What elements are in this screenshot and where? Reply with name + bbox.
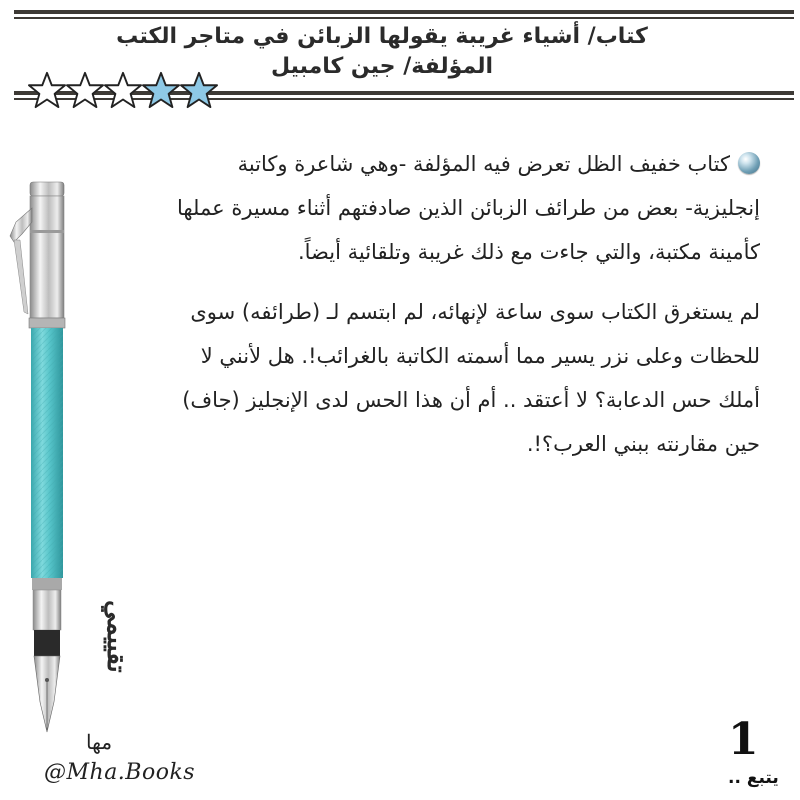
rating-signature-label bbox=[86, 600, 131, 750]
book-author: المؤلفة/ جين كامبيل bbox=[270, 54, 494, 79]
fountain-pen-illustration bbox=[0, 182, 90, 742]
book-title: كتاب/ أشياء غريبة يقولها الزبائن في متاجر الكتب bbox=[116, 24, 648, 49]
review-paragraph-1 bbox=[170, 142, 760, 274]
header-rule-top bbox=[14, 10, 794, 14]
author-name: مها bbox=[86, 730, 113, 754]
star-rating bbox=[28, 70, 218, 110]
star-icon-empty bbox=[104, 71, 142, 109]
star-icon-empty bbox=[66, 71, 104, 109]
review-body bbox=[170, 142, 760, 466]
bullet-icon bbox=[738, 152, 760, 174]
continue-label: يتبع .. bbox=[728, 768, 779, 788]
star-icon-empty bbox=[28, 71, 66, 109]
review-paragraph-2: لم يستغرق الكتاب سوى ساعة لإنهائه، لم ابتسم لـ (طرائفه) سوى للحظات وعلى نزر يسير مما أسمته الكاتبة بالغرائب!. هل لأنني لا أملك حس الدعابة؟ لا أعتقد .. أم أن هذا الحس لدى الإنجليز (جاف) حين مقارنته ببني العرب؟!. bbox=[182, 300, 760, 456]
review-paragraph-1-text: كتاب خفيف الظل تعرض فيه المؤلفة -وهي شاعرة وكاتبة إنجليزية- بعض من طرائف الزبائن الذين صادفتهم أثناء مسيرة عملها كأمينة مكتبة، والتي جاءت مع ذلك غريبة وتلقائية أيضاً. bbox=[176, 152, 760, 264]
star-icon-filled bbox=[142, 71, 180, 109]
header-rule-top-thin bbox=[14, 17, 794, 19]
star-icon-filled bbox=[180, 71, 218, 109]
vertical-signature-text: تقييمي bbox=[101, 600, 131, 673]
social-handle: @Mha.Books bbox=[44, 760, 196, 785]
page-number: 1 bbox=[728, 714, 759, 765]
